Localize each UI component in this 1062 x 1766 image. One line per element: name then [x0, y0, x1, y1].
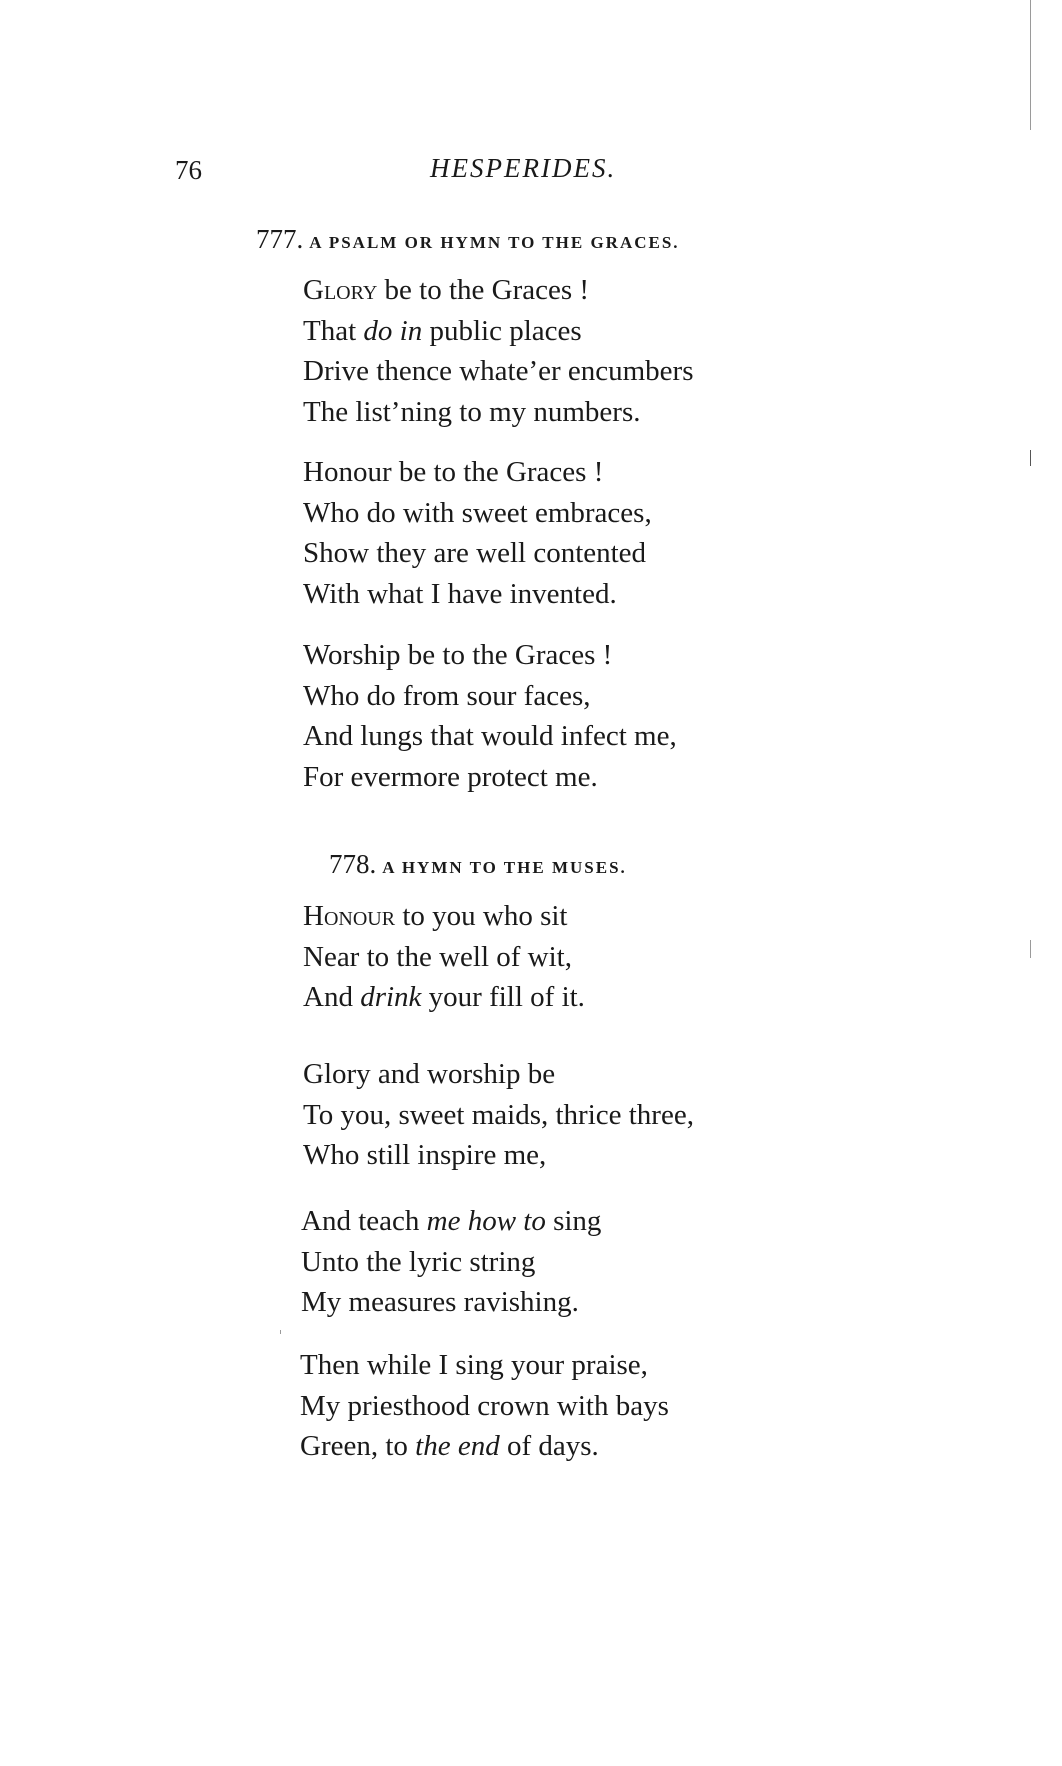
verse-text: sing — [545, 1205, 602, 1237]
verse-line — [301, 1201, 601, 1242]
running-head: HESPERIDES. — [430, 153, 617, 183]
verse-line: Who do from sour faces, — [303, 679, 591, 712]
scan-edge-mark — [1030, 450, 1031, 466]
scan-edge-mark — [280, 1330, 281, 1334]
poem-title-777 — [256, 224, 680, 255]
verse-line — [303, 270, 694, 311]
stanza — [303, 635, 677, 797]
verse-line: Who still inspire me, — [303, 1139, 547, 1171]
verse-text: public places — [422, 314, 582, 347]
stanza — [303, 270, 694, 432]
verse-text: your fill of it. — [421, 981, 585, 1013]
verse-line: Near to the well of wit, — [303, 940, 572, 973]
stanza — [303, 452, 652, 614]
verse-line: And lungs that would infect me, — [303, 720, 677, 752]
verse-text: And — [303, 981, 361, 1013]
verse-line: My priesthood crown with bays — [300, 1389, 669, 1422]
poem-number: 778. — [329, 849, 377, 879]
scan-edge-mark — [1030, 940, 1031, 958]
verse-line: Worship be to the Graces ! — [303, 639, 613, 671]
verse-line — [300, 1426, 669, 1467]
verse-text: of days. — [499, 1430, 599, 1462]
poem-number: 777. — [256, 224, 304, 254]
italic-text: me how to — [426, 1205, 546, 1237]
italic-text: drink — [360, 981, 422, 1013]
verse-line: Unto the lyric string — [301, 1245, 536, 1278]
stanza — [303, 1054, 694, 1176]
verse-line — [303, 977, 585, 1018]
verse-line: The list’ning to my numbers. — [303, 395, 641, 428]
stanza — [303, 896, 585, 1018]
verse-line: Honour be to the Graces ! — [303, 456, 604, 488]
verse-line: My measures ravishing. — [301, 1286, 579, 1318]
verse-line: For evermore protect me. — [303, 760, 598, 793]
scan-edge-mark — [1030, 0, 1031, 130]
stanza — [300, 1345, 669, 1467]
verse-line: Glory and worship be — [303, 1058, 556, 1090]
verse-line: With what I have invented. — [303, 577, 617, 610]
verse-text: to you who sit — [395, 900, 568, 932]
verse-line — [303, 311, 694, 352]
verse-line — [303, 896, 585, 937]
stanza — [301, 1201, 601, 1323]
verse-text: And teach — [301, 1205, 427, 1237]
verse-line: Drive thence whate’er encumbers — [303, 355, 694, 387]
verse-text: Green, to — [300, 1430, 416, 1462]
poem-title-778 — [329, 849, 627, 880]
verse-line: To you, sweet maids, thrice three, — [303, 1098, 694, 1131]
poem-title-text: A PSALM OR HYMN TO THE GRACES. — [309, 233, 680, 252]
small-caps-word: Glory — [303, 274, 378, 306]
poem-title-text: A HYMN TO THE MUSES. — [382, 858, 627, 877]
verse-text: be to the Graces ! — [377, 274, 590, 306]
verse-line: Then while I sing your praise, — [300, 1349, 648, 1381]
verse-line: Who do with sweet embraces, — [303, 496, 652, 529]
italic-text: the end — [415, 1430, 500, 1462]
small-caps-word: Honour — [303, 900, 396, 932]
page-number: 76 — [175, 155, 202, 185]
italic-text: do in — [363, 314, 423, 347]
verse-line: Show they are well contented — [303, 537, 647, 569]
verse-text: That — [303, 314, 364, 347]
